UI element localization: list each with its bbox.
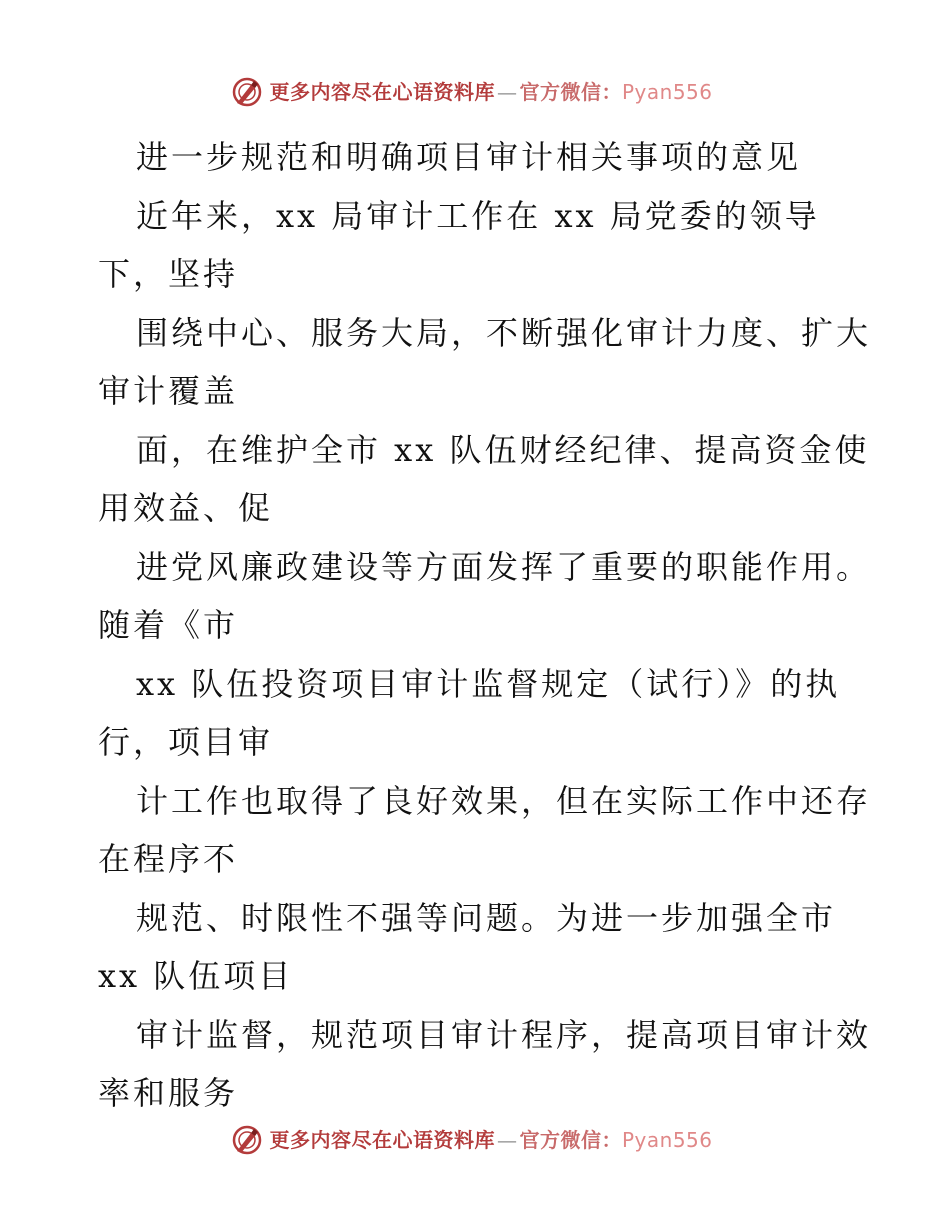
banner-wechat-handle: Pyan556 (621, 1128, 713, 1152)
banner-text (269, 1130, 712, 1150)
footer-banner-inner (231, 1124, 712, 1156)
document-body (98, 128, 878, 1123)
banner-wechat-label: 官方微信： (519, 1128, 622, 1152)
banner-wechat-handle: Pyan556 (621, 80, 713, 104)
text-line: 规范、时限性不强等问题。为进一步加强全市 (136, 898, 837, 937)
header-banner-inner (231, 76, 712, 108)
text-line: 进一步规范和明确项目审计相关事项的意见 (136, 138, 802, 176)
text-line: 面，在维护全市 xx 队伍财经纪律、提高资金使 (136, 430, 870, 469)
banner-main-text: 更多内容尽在心语资料库 (269, 80, 495, 104)
footer-banner (0, 1120, 950, 1160)
header-banner (0, 72, 950, 112)
red-pen-logo-icon (231, 76, 263, 108)
red-pen-logo-icon (231, 1124, 263, 1156)
banner-main-text: 更多内容尽在心语资料库 (269, 1128, 495, 1152)
text-line: 用效益、促 (98, 489, 274, 527)
text-line: 审计监督，规范项目审计程序，提高项目审计效 (136, 1015, 872, 1054)
banner-text (269, 82, 712, 102)
text-line: 下，坚持 (98, 255, 239, 293)
text-line: 行，项目审 (98, 723, 274, 761)
text-line: 审计覆盖 (98, 372, 239, 410)
text-line: 随着《市 (98, 606, 239, 644)
text-line: 进党风廉政建设等方面发挥了重要的职能作用。 (136, 547, 872, 586)
text-line: 计工作也取得了良好效果，但在实际工作中还存 (136, 781, 872, 820)
text-line: xx 队伍投资项目审计监督规定（试行）》的执 (136, 664, 841, 703)
text-line: 在程序不 (98, 840, 239, 878)
text-line: xx 队伍项目 (98, 957, 294, 995)
text-line: 近年来，xx 局审计工作在 xx 局党委的领导 (136, 196, 820, 235)
text-line: 围绕中心、服务大局，不断强化审计力度、扩大 (136, 313, 872, 352)
banner-wechat-label: 官方微信： (519, 80, 622, 104)
text-line: 率和服务 (98, 1074, 239, 1112)
banner-dash: — (496, 1128, 518, 1152)
banner-dash: — (496, 80, 518, 104)
